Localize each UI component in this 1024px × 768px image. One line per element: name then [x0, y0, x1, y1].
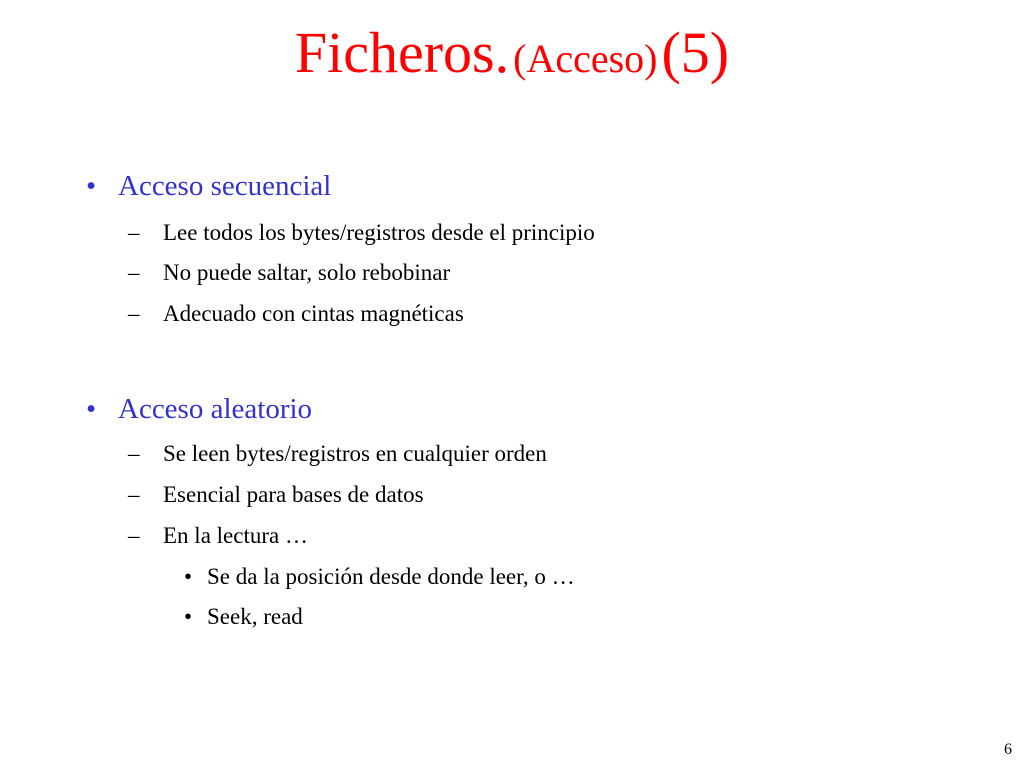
sub-bullet	[128, 261, 450, 284]
sub-bullet-text: En la lectura …	[163, 523, 308, 548]
slide-title	[0, 20, 1024, 85]
dash-mark: –	[128, 441, 140, 466]
sub-bullet-text: Adecuado con cintas magnéticas	[163, 301, 464, 326]
sub-bullet-text: No puede saltar, solo rebobinar	[163, 260, 451, 285]
dash-mark: –	[128, 523, 140, 548]
title-main: Ficheros.	[294, 20, 510, 85]
dash-mark: –	[128, 220, 140, 245]
bullet-mark: •	[184, 564, 193, 589]
sub-bullet	[128, 442, 547, 465]
bullet-text: Acceso secuencial	[118, 170, 332, 202]
bullet-mark: •	[184, 604, 193, 629]
sub-sub-bullet	[184, 565, 575, 588]
bullet-mark: •	[86, 170, 97, 202]
bullet-mark: •	[86, 393, 97, 425]
sub-bullet-text: Esencial para bases de datos	[163, 482, 424, 507]
sub-bullet	[128, 524, 308, 547]
sub-sub-bullet	[184, 605, 303, 628]
bullet-text: Acceso aleatorio	[118, 393, 313, 425]
page-number: 6	[1004, 741, 1012, 758]
sub-sub-bullet-text: Se da la posición desde donde leer, o …	[207, 564, 575, 589]
sub-bullet	[128, 302, 464, 325]
bullet-acceso-secuencial	[86, 172, 331, 201]
sub-sub-bullet-text: Seek, read	[207, 604, 303, 629]
dash-mark: –	[128, 482, 140, 507]
dash-mark: –	[128, 301, 140, 326]
bullet-acceso-aleatorio	[86, 395, 312, 424]
sub-bullet	[128, 483, 424, 506]
title-sub: (Acceso)	[513, 36, 658, 81]
sub-bullet	[128, 221, 595, 244]
sub-bullet-text: Se leen bytes/registros en cualquier orden	[163, 441, 547, 466]
sub-bullet-text: Lee todos los bytes/registros desde el principio	[163, 220, 595, 245]
dash-mark: –	[128, 260, 140, 285]
title-number: (5)	[661, 20, 730, 85]
